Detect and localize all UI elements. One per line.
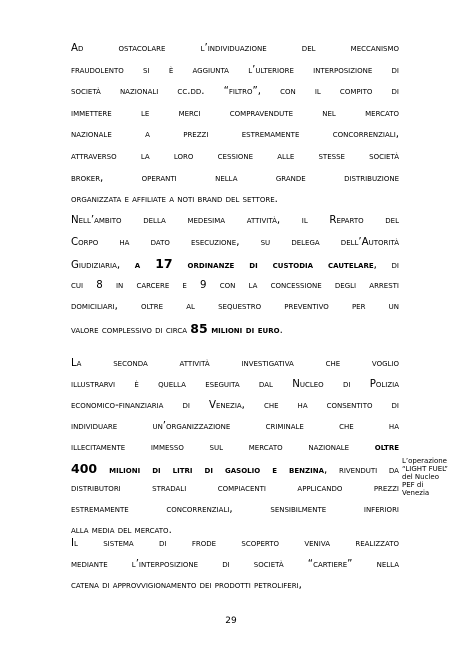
text-line [71,322,399,338]
text-line [71,279,399,293]
line-text: Ad ostacolare l’individuazione del meccanismo [71,43,399,54]
margin-note-line: Venezia [402,489,430,497]
text-line [71,85,399,99]
line-text: Giudiziaria, [71,260,135,272]
margin-note-line: PEF di [402,481,424,489]
line-text: . [279,325,283,336]
line-text: mediante l’interposizione di società “cartiere” nella [71,559,399,571]
text-line [71,214,399,228]
line-text: , rivenduti da [323,464,399,476]
line-text: , di [373,260,400,272]
emphasis-text: milioni di litri di gasolio e benzina [97,464,324,476]
line-text: domiciliari, oltre al sequestro preventivo per un [71,301,399,313]
line-text: illecitamente immesso sul mercato nazionale [71,441,375,453]
line-text: distributori stradali compiacenti applicando prezzi [71,483,399,495]
text-line [71,150,399,164]
emphasis-text: oltre [374,441,399,453]
margin-note-line: “LIGHT FUEL” [402,465,448,473]
text-line [71,503,399,517]
text-line [71,378,399,392]
text-line [71,128,399,142]
line-text: Nell’ambito della medesima attività, il Reparto del [71,215,399,226]
line-text: estremamente concorrenziali, sensibilmente inferiori [71,504,399,516]
emphasis-text: 400 [71,460,98,476]
margin-note-line: del Nucleo [402,473,439,481]
emphasis-text: milioni di euro [207,325,280,336]
text-line [71,399,399,413]
line-text: Corpo ha dato esecuzione, su delega dell’Autorità [71,236,399,248]
line-text: economico-finanziaria di Venezia, che ha consentito di [71,399,399,411]
text-line [71,537,399,551]
text-line [71,357,399,371]
text-line [71,64,399,78]
emphasis-text: 17 [155,256,173,272]
text-line [71,462,399,478]
text-line [71,482,399,496]
text-line [71,257,399,273]
margin-note [402,457,458,497]
page-number: 29 [225,616,237,626]
text-line [71,193,399,207]
line-text: società nazionali cc.dd. “filtro”, con il compito di [71,86,399,98]
line-text: individuare un’organizzazione criminale che ha [71,420,399,432]
emphasis-text: ordinanze di custodia cautelare [172,260,374,272]
margin-note-line: L’operazione [402,457,447,465]
emphasis-text: a [134,260,156,272]
text-line [71,42,399,56]
line-text: La seconda attività investigativa che voglio [71,358,399,369]
line-text: Il sistema di frode scoperto veniva realizzato [71,538,399,549]
text-line [71,172,399,186]
text-line [71,558,399,572]
text-line [71,236,399,250]
line-text: attraverso la loro cessione alle stesse società [71,151,399,162]
line-text: catena di approvvigionamento dei prodotti petroliferi, [71,580,302,592]
line-text: nazionale a prezzi estremamente concorrenziali, [71,129,399,141]
text-line [71,107,399,121]
line-text: alla media del mercato. [71,525,172,537]
line-text: illustrarvi è quella eseguita dal Nucleo di Polizia [71,378,399,390]
line-text: fraudolento si è aggiunta l’ulteriore interposizione di [71,64,399,76]
text-line [71,420,399,434]
text-line [71,579,399,593]
line-text: broker, operanti nella grande distribuzione [71,172,399,184]
line-text: organizzata e affiliate a noti brand del settore. [71,194,278,206]
line-text: cui 8 in carcere e 9 con la concessione degli arresti [71,279,399,291]
emphasis-text: 85 [190,321,208,336]
line-text: valore complessivo di circa [71,325,191,336]
text-line [71,300,399,314]
line-text: immettere le merci compravendute nel mercato [71,107,399,119]
text-line [71,441,399,455]
